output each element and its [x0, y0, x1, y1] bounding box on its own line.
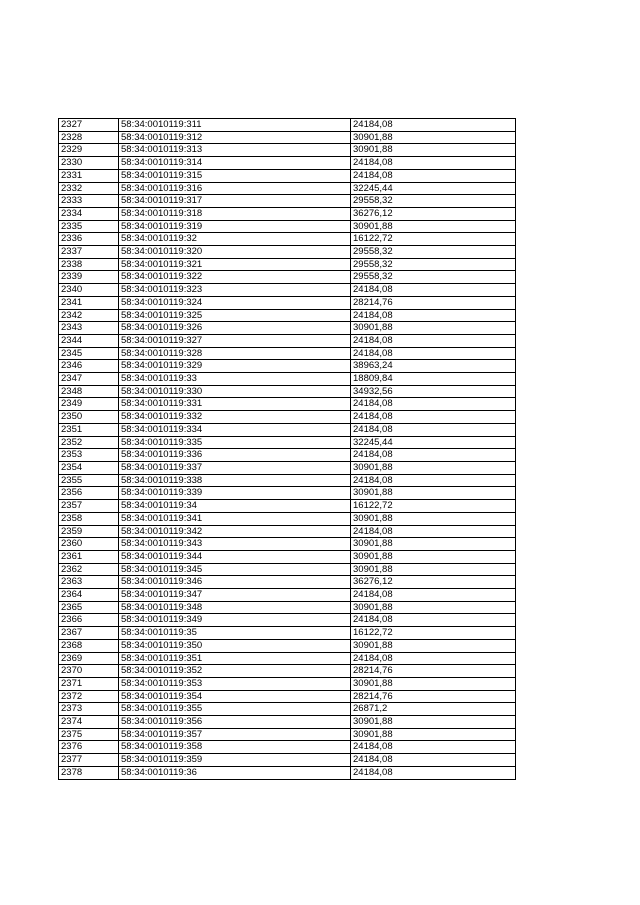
table-row: [59, 334, 516, 347]
row-number-cell: 2336: [59, 233, 119, 246]
table-row: [59, 652, 516, 665]
cadastral-number-cell: 58:34:0010119:32: [119, 233, 351, 246]
row-number-cell: 2349: [59, 398, 119, 411]
value-cell: 36276,12: [351, 576, 516, 589]
value-cell: 24184,08: [351, 652, 516, 665]
value-cell: 38963,24: [351, 360, 516, 373]
row-number-cell: 2343: [59, 322, 119, 335]
cadastral-number-cell: 58:34:0010119:357: [119, 728, 351, 741]
row-number-cell: 2374: [59, 716, 119, 729]
cadastral-number-cell: 58:34:0010119:327: [119, 334, 351, 347]
cadastral-number-cell: 58:34:0010119:359: [119, 754, 351, 767]
cadastral-number-cell: 58:34:0010119:325: [119, 309, 351, 322]
row-number-cell: 2351: [59, 423, 119, 436]
row-number-cell: 2333: [59, 195, 119, 208]
value-cell: 30901,88: [351, 728, 516, 741]
row-number-cell: 2363: [59, 576, 119, 589]
value-cell: 24184,08: [351, 157, 516, 170]
value-cell: 28214,76: [351, 665, 516, 678]
table-row: [59, 233, 516, 246]
row-number-cell: 2348: [59, 385, 119, 398]
table-row: [59, 258, 516, 271]
row-number-cell: 2369: [59, 652, 119, 665]
row-number-cell: 2341: [59, 296, 119, 309]
row-number-cell: 2329: [59, 144, 119, 157]
table-row: [59, 398, 516, 411]
row-number-cell: 2375: [59, 728, 119, 741]
cadastral-number-cell: 58:34:0010119:354: [119, 690, 351, 703]
row-number-cell: 2362: [59, 563, 119, 576]
table-row: [59, 411, 516, 424]
cadastral-number-cell: 58:34:0010119:353: [119, 677, 351, 690]
value-cell: 24184,08: [351, 754, 516, 767]
cadastral-number-cell: 58:34:0010119:345: [119, 563, 351, 576]
cadastral-number-cell: 58:34:0010119:324: [119, 296, 351, 309]
value-cell: 32245,44: [351, 182, 516, 195]
value-cell: 24184,08: [351, 474, 516, 487]
cadastral-number-cell: 58:34:0010119:313: [119, 144, 351, 157]
row-number-cell: 2334: [59, 207, 119, 220]
value-cell: 30901,88: [351, 461, 516, 474]
table-row: [59, 144, 516, 157]
value-cell: 30901,88: [351, 322, 516, 335]
table-row: [59, 246, 516, 259]
cadastral-number-cell: 58:34:0010119:323: [119, 284, 351, 297]
row-number-cell: 2358: [59, 512, 119, 525]
value-cell: 30901,88: [351, 144, 516, 157]
value-cell: 24184,08: [351, 423, 516, 436]
row-number-cell: 2371: [59, 677, 119, 690]
table-row: [59, 512, 516, 525]
row-number-cell: 2339: [59, 271, 119, 284]
cadastral-number-cell: 58:34:0010119:358: [119, 741, 351, 754]
table-row: [59, 665, 516, 678]
row-number-cell: 2347: [59, 373, 119, 386]
cadastral-number-cell: 58:34:0010119:35: [119, 627, 351, 640]
cadastral-number-cell: 58:34:0010119:343: [119, 538, 351, 551]
row-number-cell: 2370: [59, 665, 119, 678]
row-number-cell: 2335: [59, 220, 119, 233]
table-row: [59, 525, 516, 538]
value-cell: 30901,88: [351, 220, 516, 233]
value-cell: 30901,88: [351, 131, 516, 144]
table-row: [59, 461, 516, 474]
value-cell: 30901,88: [351, 716, 516, 729]
value-cell: 24184,08: [351, 411, 516, 424]
row-number-cell: 2332: [59, 182, 119, 195]
value-cell: 24184,08: [351, 347, 516, 360]
table-row: [59, 677, 516, 690]
table-row: [59, 500, 516, 513]
table-row: [59, 169, 516, 182]
value-cell: 30901,88: [351, 563, 516, 576]
cadastral-number-cell: 58:34:0010119:328: [119, 347, 351, 360]
table-row: [59, 423, 516, 436]
value-cell: 32245,44: [351, 436, 516, 449]
value-cell: 24184,08: [351, 741, 516, 754]
row-number-cell: 2344: [59, 334, 119, 347]
row-number-cell: 2340: [59, 284, 119, 297]
row-number-cell: 2377: [59, 754, 119, 767]
cadastral-number-cell: 58:34:0010119:335: [119, 436, 351, 449]
row-number-cell: 2364: [59, 589, 119, 602]
value-cell: 16122,72: [351, 233, 516, 246]
row-number-cell: 2337: [59, 246, 119, 259]
row-number-cell: 2346: [59, 360, 119, 373]
value-cell: 34932,56: [351, 385, 516, 398]
cadastral-number-cell: 58:34:0010119:331: [119, 398, 351, 411]
cadastral-number-cell: 58:34:0010119:356: [119, 716, 351, 729]
row-number-cell: 2356: [59, 487, 119, 500]
value-cell: 30901,88: [351, 487, 516, 500]
row-number-cell: 2352: [59, 436, 119, 449]
cadastral-number-cell: 58:34:0010119:337: [119, 461, 351, 474]
value-cell: 18809,84: [351, 373, 516, 386]
row-number-cell: 2373: [59, 703, 119, 716]
table-row: [59, 131, 516, 144]
table-row: [59, 373, 516, 386]
row-number-cell: 2345: [59, 347, 119, 360]
table-row: [59, 182, 516, 195]
value-cell: 24184,08: [351, 449, 516, 462]
cadastral-number-cell: 58:34:0010119:321: [119, 258, 351, 271]
table-row: [59, 589, 516, 602]
table-row: [59, 474, 516, 487]
table-row: [59, 716, 516, 729]
cadastral-number-cell: 58:34:0010119:334: [119, 423, 351, 436]
table-row: [59, 576, 516, 589]
table-row: [59, 296, 516, 309]
row-number-cell: 2354: [59, 461, 119, 474]
cadastral-number-cell: 58:34:0010119:342: [119, 525, 351, 538]
cadastral-number-cell: 58:34:0010119:34: [119, 500, 351, 513]
row-number-cell: 2353: [59, 449, 119, 462]
row-number-cell: 2330: [59, 157, 119, 170]
table-row: [59, 690, 516, 703]
cadastral-number-cell: 58:34:0010119:326: [119, 322, 351, 335]
value-cell: 24184,08: [351, 398, 516, 411]
table-body: [59, 119, 516, 780]
value-cell: 36276,12: [351, 207, 516, 220]
table-row: [59, 449, 516, 462]
value-cell: 30901,88: [351, 639, 516, 652]
table-row: [59, 550, 516, 563]
value-cell: 16122,72: [351, 500, 516, 513]
cadastral-number-cell: 58:34:0010119:336: [119, 449, 351, 462]
value-cell: 24184,08: [351, 334, 516, 347]
row-number-cell: 2368: [59, 639, 119, 652]
value-cell: 28214,76: [351, 296, 516, 309]
value-cell: 29558,32: [351, 246, 516, 259]
cadastral-number-cell: 58:34:0010119:314: [119, 157, 351, 170]
row-number-cell: 2338: [59, 258, 119, 271]
row-number-cell: 2342: [59, 309, 119, 322]
table-row: [59, 157, 516, 170]
row-number-cell: 2366: [59, 614, 119, 627]
row-number-cell: 2376: [59, 741, 119, 754]
table-row: [59, 538, 516, 551]
value-cell: 30901,88: [351, 677, 516, 690]
value-cell: 24184,08: [351, 284, 516, 297]
table-row: [59, 601, 516, 614]
table-row: [59, 766, 516, 779]
row-number-cell: 2367: [59, 627, 119, 640]
cadastral-number-cell: 58:34:0010119:332: [119, 411, 351, 424]
table-row: [59, 119, 516, 132]
cadastral-number-cell: 58:34:0010119:352: [119, 665, 351, 678]
table-row: [59, 309, 516, 322]
value-cell: 24184,08: [351, 614, 516, 627]
row-number-cell: 2360: [59, 538, 119, 551]
cadastral-number-cell: 58:34:0010119:330: [119, 385, 351, 398]
value-cell: 30901,88: [351, 550, 516, 563]
value-cell: 29558,32: [351, 195, 516, 208]
table-row: [59, 284, 516, 297]
value-cell: 29558,32: [351, 258, 516, 271]
value-cell: 24184,08: [351, 766, 516, 779]
cadastral-number-cell: 58:34:0010119:346: [119, 576, 351, 589]
cadastral-number-cell: 58:34:0010119:320: [119, 246, 351, 259]
table-row: [59, 627, 516, 640]
cadastral-number-cell: 58:34:0010119:318: [119, 207, 351, 220]
row-number-cell: 2328: [59, 131, 119, 144]
row-number-cell: 2331: [59, 169, 119, 182]
table-row: [59, 703, 516, 716]
value-cell: 24184,08: [351, 309, 516, 322]
value-cell: 26871,2: [351, 703, 516, 716]
value-cell: 28214,76: [351, 690, 516, 703]
cadastral-number-cell: 58:34:0010119:329: [119, 360, 351, 373]
table-row: [59, 436, 516, 449]
row-number-cell: 2372: [59, 690, 119, 703]
value-cell: 30901,88: [351, 601, 516, 614]
value-cell: 24184,08: [351, 169, 516, 182]
cadastral-number-cell: 58:34:0010119:36: [119, 766, 351, 779]
cadastral-number-cell: 58:34:0010119:316: [119, 182, 351, 195]
table-row: [59, 220, 516, 233]
cadastral-number-cell: 58:34:0010119:347: [119, 589, 351, 602]
value-cell: 30901,88: [351, 512, 516, 525]
table-row: [59, 728, 516, 741]
value-cell: 24184,08: [351, 525, 516, 538]
table-row: [59, 754, 516, 767]
row-number-cell: 2355: [59, 474, 119, 487]
table-row: [59, 741, 516, 754]
value-cell: 24184,08: [351, 119, 516, 132]
row-number-cell: 2327: [59, 119, 119, 132]
value-cell: 16122,72: [351, 627, 516, 640]
row-number-cell: 2350: [59, 411, 119, 424]
cadastral-number-cell: 58:34:0010119:355: [119, 703, 351, 716]
cadastral-number-cell: 58:34:0010119:351: [119, 652, 351, 665]
row-number-cell: 2361: [59, 550, 119, 563]
row-number-cell: 2357: [59, 500, 119, 513]
cadastral-number-cell: 58:34:0010119:315: [119, 169, 351, 182]
cadastral-number-cell: 58:34:0010119:312: [119, 131, 351, 144]
row-number-cell: 2365: [59, 601, 119, 614]
table-row: [59, 271, 516, 284]
table-row: [59, 563, 516, 576]
cadastral-number-cell: 58:34:0010119:317: [119, 195, 351, 208]
cadastral-number-cell: 58:34:0010119:348: [119, 601, 351, 614]
data-table: [58, 118, 516, 780]
table-row: [59, 322, 516, 335]
cadastral-number-cell: 58:34:0010119:344: [119, 550, 351, 563]
table-row: [59, 360, 516, 373]
table-row: [59, 614, 516, 627]
cadastral-number-cell: 58:34:0010119:339: [119, 487, 351, 500]
row-number-cell: 2359: [59, 525, 119, 538]
cadastral-number-cell: 58:34:0010119:341: [119, 512, 351, 525]
cadastral-number-cell: 58:34:0010119:349: [119, 614, 351, 627]
value-cell: 24184,08: [351, 589, 516, 602]
table-row: [59, 347, 516, 360]
value-cell: 29558,32: [351, 271, 516, 284]
cadastral-number-cell: 58:34:0010119:33: [119, 373, 351, 386]
table-row: [59, 385, 516, 398]
cadastral-number-cell: 58:34:0010119:319: [119, 220, 351, 233]
table-row: [59, 195, 516, 208]
cadastral-number-cell: 58:34:0010119:350: [119, 639, 351, 652]
cadastral-number-cell: 58:34:0010119:338: [119, 474, 351, 487]
value-cell: 30901,88: [351, 538, 516, 551]
table-row: [59, 487, 516, 500]
table-row: [59, 207, 516, 220]
row-number-cell: 2378: [59, 766, 119, 779]
table-row: [59, 639, 516, 652]
cadastral-number-cell: 58:34:0010119:311: [119, 119, 351, 132]
cadastral-number-cell: 58:34:0010119:322: [119, 271, 351, 284]
